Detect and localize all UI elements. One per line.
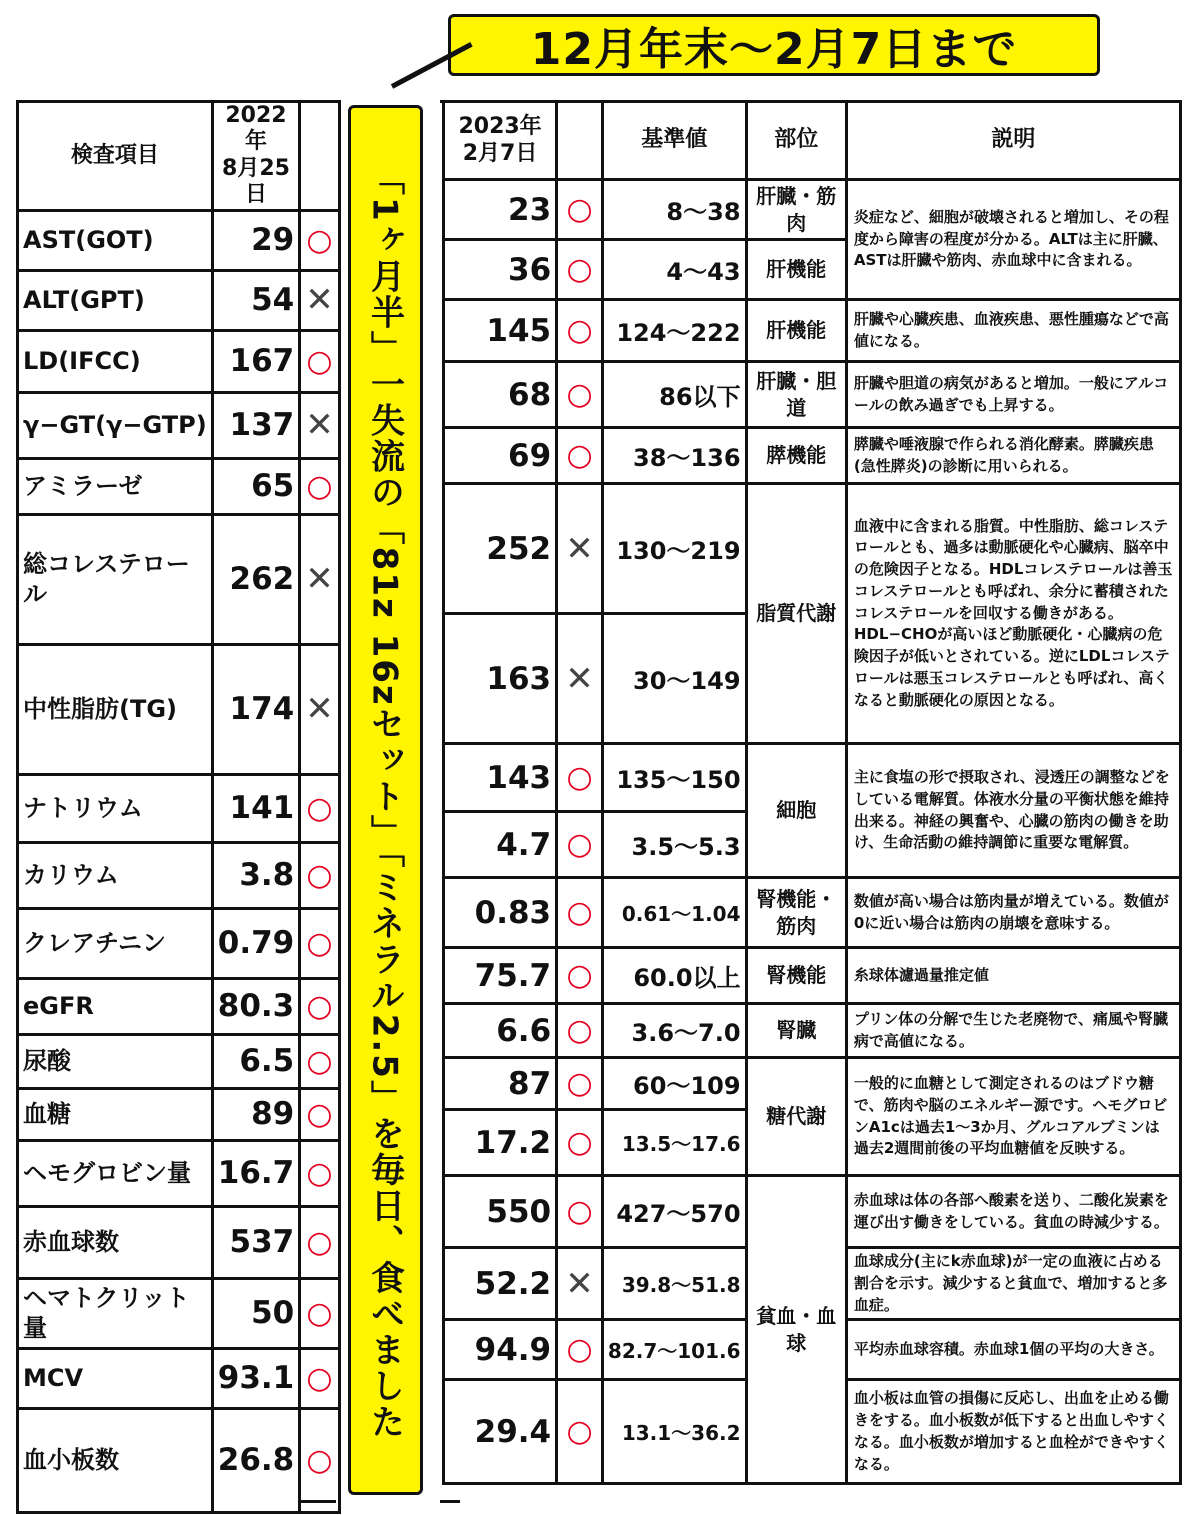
reference-range: 30～149 <box>602 614 746 744</box>
pass-mark-icon: ○ <box>557 240 603 300</box>
test-description: 血球成分(主にk赤血球)が一定の血液に占める割合を示す。減少すると貧血で、増加すると多血症。 <box>846 1248 1180 1320</box>
value-2023: 252 <box>444 484 557 614</box>
pass-mark-icon: ○ <box>557 812 603 878</box>
pass-mark-icon: ○ <box>557 362 603 428</box>
header-item: 検査項目 <box>18 102 213 211</box>
pass-mark-icon: ○ <box>300 842 340 908</box>
test-description: 主に食塩の形で摂取され、浸透圧の調整などをしている電解質。体液水分量の平衡状態を維持出来る。神経の興奮や、心臓の筋肉の働きを助け、生命活動の維持調節に重要な電解質。 <box>846 744 1180 878</box>
table-row <box>18 644 340 774</box>
value-2023: 36 <box>444 240 557 300</box>
body-part: 肝機能 <box>746 300 846 362</box>
test-item-name: ナトリウム <box>18 774 213 842</box>
value-2022: 16.7 <box>212 1140 300 1206</box>
value-2022: 26.8 <box>212 1408 300 1512</box>
fail-mark-icon: ✕ <box>557 1248 603 1320</box>
body-part: 細胞 <box>746 744 846 878</box>
body-part: 腎機能・筋肉 <box>746 878 846 948</box>
pass-mark-icon: ○ <box>300 458 340 514</box>
value-2023: 75.7 <box>444 948 557 1004</box>
test-description: 炎症など、細胞が破壊されると増加し、その程度から障害の程度が分かる。ALTは主に肝臓、ASTは肝臓や筋肉、赤血球中に含まれる。 <box>846 180 1180 300</box>
test-item-name: クレアチニン <box>18 908 213 978</box>
body-part: 糖代謝 <box>746 1058 846 1176</box>
table-row <box>444 300 1181 362</box>
body-part: 肝臓・胆道 <box>746 362 846 428</box>
value-2022: 29 <box>212 210 300 270</box>
value-2023: 145 <box>444 300 557 362</box>
reference-range: 38～136 <box>602 428 746 484</box>
test-item-name: ヘモグロビン量 <box>18 1140 213 1206</box>
table-row <box>18 1088 340 1140</box>
value-2023: 52.2 <box>444 1248 557 1320</box>
table-row <box>18 1348 340 1408</box>
table-row <box>18 270 340 330</box>
body-part: 肝機能 <box>746 240 846 300</box>
pass-mark-icon: ○ <box>557 1320 603 1380</box>
table-row <box>18 1206 340 1278</box>
body-part: 腎臓 <box>746 1004 846 1058</box>
pass-mark-icon: ○ <box>300 1408 340 1512</box>
reference-range: 60～109 <box>602 1058 746 1110</box>
reference-range: 13.5～17.6 <box>602 1110 746 1176</box>
table-row <box>18 1140 340 1206</box>
left-results-table <box>16 100 341 1514</box>
test-description: 糸球体濾過量推定値 <box>846 948 1180 1004</box>
value-2022: 141 <box>212 774 300 842</box>
pass-mark-icon: ○ <box>300 1206 340 1278</box>
pass-mark-icon: ○ <box>300 1348 340 1408</box>
table-row <box>444 1176 1181 1248</box>
test-item-name: 赤血球数 <box>18 1206 213 1278</box>
pass-mark-icon: ○ <box>300 1034 340 1088</box>
test-item-name: 血糖 <box>18 1088 213 1140</box>
test-description: プリン体の分解で生じた老廃物で、痛風や腎臓病で高値になる。 <box>846 1004 1180 1058</box>
value-2023: 94.9 <box>444 1320 557 1380</box>
value-2023: 6.6 <box>444 1004 557 1058</box>
table-row <box>18 458 340 514</box>
table-row <box>444 878 1181 948</box>
pass-mark-icon: ○ <box>300 330 340 392</box>
table-row <box>444 180 1181 240</box>
test-item-name: ヘマトクリット量 <box>18 1278 213 1348</box>
header-part: 部位 <box>746 102 846 180</box>
pass-mark-icon: ○ <box>300 908 340 978</box>
pass-mark-icon: ○ <box>557 300 603 362</box>
reference-range: 124～222 <box>602 300 746 362</box>
value-2023: 550 <box>444 1176 557 1248</box>
pass-mark-icon: ○ <box>557 180 603 240</box>
table-row <box>444 428 1181 484</box>
table-row <box>18 978 340 1034</box>
value-2023: 17.2 <box>444 1110 557 1176</box>
reference-range: 86以下 <box>602 362 746 428</box>
table-row <box>444 1004 1181 1058</box>
reference-range: 13.1～36.2 <box>602 1380 746 1484</box>
table-row <box>18 330 340 392</box>
value-2022: 80.3 <box>212 978 300 1034</box>
vertical-intake-label <box>326 100 444 1500</box>
pass-mark-icon: ○ <box>557 428 603 484</box>
test-description: 平均赤血球容積。赤血球1個の平均の大きさ。 <box>846 1320 1180 1380</box>
value-2023: 23 <box>444 180 557 240</box>
test-item-name: 尿酸 <box>18 1034 213 1088</box>
fail-mark-icon: ✕ <box>300 270 340 330</box>
test-item-name: eGFR <box>18 978 213 1034</box>
reference-range: 82.7～101.6 <box>602 1320 746 1380</box>
value-2022: 167 <box>212 330 300 392</box>
table-row <box>18 1408 340 1512</box>
body-part: 脂質代謝 <box>746 484 846 744</box>
test-description: 肝臓や胆道の病気があると増加。一般にアルコールの飲み過ぎでも上昇する。 <box>846 362 1180 428</box>
table-row <box>444 362 1181 428</box>
pass-mark-icon: ○ <box>300 978 340 1034</box>
pass-mark-icon: ○ <box>300 1088 340 1140</box>
test-item-name: アミラーゼ <box>18 458 213 514</box>
reference-range: 0.61～1.04 <box>602 878 746 948</box>
value-2023: 4.7 <box>444 812 557 878</box>
test-item-name: LD(IFCC) <box>18 330 213 392</box>
fail-mark-icon: ✕ <box>300 514 340 644</box>
test-item-name: ALT(GPT) <box>18 270 213 330</box>
value-2022: 3.8 <box>212 842 300 908</box>
test-item-name: MCV <box>18 1348 213 1408</box>
test-description: 赤血球は体の各部へ酸素を送り、二酸化炭素を運び出す働きをしている。貧血の時減少する。 <box>846 1176 1180 1248</box>
test-item-name: 総コレステロール <box>18 514 213 644</box>
value-2022: 262 <box>212 514 300 644</box>
body-part: 貧血・血球 <box>746 1176 846 1484</box>
value-2023: 163 <box>444 614 557 744</box>
value-2022: 0.79 <box>212 908 300 978</box>
table-row <box>444 1058 1181 1110</box>
value-2023: 69 <box>444 428 557 484</box>
reference-range: 135～150 <box>602 744 746 812</box>
test-item-name: γ−GT(γ−GTP) <box>18 392 213 458</box>
value-2022: 137 <box>212 392 300 458</box>
test-item-name: カリウム <box>18 842 213 908</box>
reference-range: 60.0以上 <box>602 948 746 1004</box>
reference-range: 39.8～51.8 <box>602 1248 746 1320</box>
reference-range: 8～38 <box>602 180 746 240</box>
test-description: 一般的に血糖として測定されるのはブドウ糖で、筋肉や脳のエネルギー源です。ヘモグロビンA1cは過去1～3か月、グルコアルブミンは過去2週間前後の平均血糖値を反映する。 <box>846 1058 1180 1176</box>
header-mark-2 <box>557 102 603 180</box>
value-2023: 143 <box>444 744 557 812</box>
pass-mark-icon: ○ <box>557 1004 603 1058</box>
reference-range: 130～219 <box>602 484 746 614</box>
pass-mark-icon: ○ <box>300 1140 340 1206</box>
table-row <box>18 842 340 908</box>
body-part: 腎機能 <box>746 948 846 1004</box>
table-row <box>18 908 340 978</box>
fail-mark-icon: ✕ <box>300 644 340 774</box>
value-2022: 54 <box>212 270 300 330</box>
fail-mark-icon: ✕ <box>557 614 603 744</box>
fail-mark-icon: ✕ <box>557 484 603 614</box>
test-description: 血液中に含まれる脂質。中性脂肪、総コレステロールとも、過多は動脈硬化や心臓病、脳卒中の危険因子となる。HDLコレステロールは善玉コレステロールとも呼ばれ、余分に蓄積されたコレステロールを回収する働きがある。HDL−CHOが高いほど動脈硬化・心臓病の危険因子が低いとされている。逆にLDLコレステロールは悪玉コレステロールとも呼ばれ、高くなると動脈硬化の原因となる。 <box>846 484 1180 744</box>
divider-bottom-left <box>300 1500 336 1503</box>
vertical-intake-text: 「1ヶ月半」一失流の「81z 16zセット」「ミネラル2.5」を毎日、食べました <box>348 105 423 1495</box>
value-2023: 87 <box>444 1058 557 1110</box>
reference-range: 3.5～5.3 <box>602 812 746 878</box>
body-part: 膵機能 <box>746 428 846 484</box>
fail-mark-icon: ✕ <box>300 392 340 458</box>
period-banner: 12月年末～2月7日まで <box>448 14 1100 76</box>
value-2022: 65 <box>212 458 300 514</box>
header-date-2023: 2023年 2月7日 <box>444 102 557 180</box>
header-date-2022: 2022年 8月25日 <box>212 102 300 211</box>
value-2022: 537 <box>212 1206 300 1278</box>
pass-mark-icon: ○ <box>300 774 340 842</box>
table-row <box>18 1278 340 1348</box>
pass-mark-icon: ○ <box>557 744 603 812</box>
table-row <box>18 774 340 842</box>
body-part: 肝臓・筋肉 <box>746 180 846 240</box>
value-2022: 89 <box>212 1088 300 1140</box>
pass-mark-icon: ○ <box>300 210 340 270</box>
test-description: 血小板は血管の損傷に反応し、出血を止める働きをする。血小板数が低下すると出血しやすくなる。血小板数が増加すると血栓ができやすくなる。 <box>846 1380 1180 1484</box>
table-row <box>18 1034 340 1088</box>
pass-mark-icon: ○ <box>557 948 603 1004</box>
test-item-name: 血小板数 <box>18 1408 213 1512</box>
value-2023: 29.4 <box>444 1380 557 1484</box>
value-2023: 0.83 <box>444 878 557 948</box>
right-results-table <box>442 100 1182 1485</box>
value-2022: 50 <box>212 1278 300 1348</box>
table-row <box>444 744 1181 812</box>
header-ref: 基準値 <box>602 102 746 180</box>
table-row <box>18 392 340 458</box>
test-item-name: AST(GOT) <box>18 210 213 270</box>
header-desc: 説明 <box>846 102 1180 180</box>
test-description: 肝臓や心臓疾患、血液疾患、悪性腫瘍などで高値になる。 <box>846 300 1180 362</box>
reference-range: 3.6～7.0 <box>602 1004 746 1058</box>
value-2022: 93.1 <box>212 1348 300 1408</box>
test-description: 膵臓や唾液腺で作られる消化酵素。膵臓疾患(急性膵炎)の診断に用いられる。 <box>846 428 1180 484</box>
test-item-name: 中性脂肪(TG) <box>18 644 213 774</box>
value-2023: 68 <box>444 362 557 428</box>
pass-mark-icon: ○ <box>557 1176 603 1248</box>
value-2022: 174 <box>212 644 300 774</box>
value-2022: 6.5 <box>212 1034 300 1088</box>
pass-mark-icon: ○ <box>557 1058 603 1110</box>
pass-mark-icon: ○ <box>557 878 603 948</box>
divider-bottom-right <box>440 1500 460 1503</box>
pass-mark-icon: ○ <box>557 1110 603 1176</box>
reference-range: 4～43 <box>602 240 746 300</box>
table-row <box>18 514 340 644</box>
test-description: 数値が高い場合は筋肉量が増えている。数値が0に近い場合は筋肉の崩壊を意味する。 <box>846 878 1180 948</box>
pass-mark-icon: ○ <box>557 1380 603 1484</box>
table-row <box>444 484 1181 614</box>
table-row <box>444 948 1181 1004</box>
reference-range: 427～570 <box>602 1176 746 1248</box>
table-row <box>18 210 340 270</box>
pass-mark-icon: ○ <box>300 1278 340 1348</box>
